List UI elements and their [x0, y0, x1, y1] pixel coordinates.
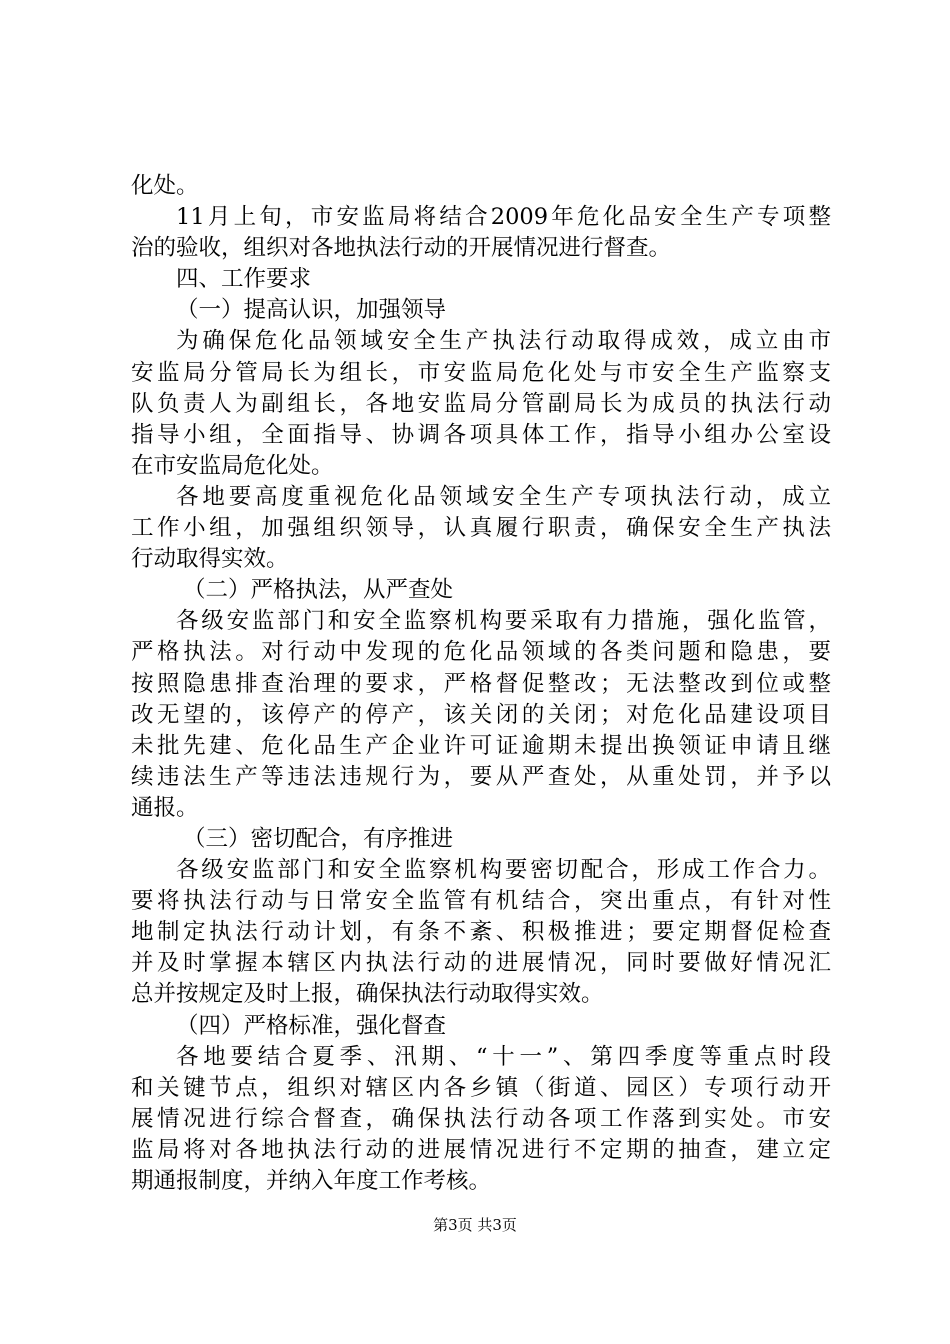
- text-line: （四）严格标准，强化督查: [176, 1012, 447, 1039]
- text-line: 四、工作要求: [176, 266, 312, 293]
- text-line: 工作小组，加强组织领导，认真履行职责，确保安全生产执法: [131, 515, 831, 542]
- text-line: （一）提高认识，加强领导: [176, 297, 447, 324]
- text-line: 续违法生产等违法违规行为，要从严查处，从重处罚，并予以: [131, 763, 831, 790]
- text-line: 和关键节点，组织对辖区内各乡镇（街道、园区）专项行动开: [131, 1074, 831, 1101]
- text-line: 改无望的，该停产的停产，该关闭的关闭；对危化品建设项目: [131, 701, 831, 728]
- text-line: 11月上旬，市安监局将结合2009年危化品安全生产专项整: [176, 204, 831, 231]
- text-line: 安监局分管局长为组长，市安监局危化处与市安全生产监察支: [131, 359, 831, 386]
- text-line: 按照隐患排查治理的要求，严格督促整改；无法整改到位或整: [131, 670, 831, 697]
- text-line: 期通报制度，并纳入年度工作考核。: [131, 1168, 492, 1194]
- text-line: 通报。: [131, 794, 199, 821]
- text-line: 并及时掌握本辖区内执法行动的进展情况，同时要做好情况汇: [131, 950, 831, 977]
- text-line: 治的验收，组织对各地执法行动的开展情况进行督查。: [131, 235, 672, 262]
- text-line: 各级安监部门和安全监察机构要采取有力措施，强化监管，: [176, 608, 831, 635]
- text-line: 要将执法行动与日常安全监管有机结合，突出重点，有针对性: [131, 888, 831, 915]
- text-line: 在市安监局危化处。: [131, 452, 334, 479]
- text-line: 行动取得实效。: [131, 546, 289, 573]
- text-line: （二）严格执法，从严查处: [183, 577, 454, 604]
- text-line: 各地要结合夏季、汛期、“十一”、第四季度等重点时段: [176, 1043, 831, 1070]
- text-line: 严格执法。对行动中发现的危化品领域的各类问题和隐患，要: [131, 639, 831, 666]
- text-line: 总并按规定及时上报，确保执法行动取得实效。: [131, 981, 604, 1008]
- text-line: 指导小组，全面指导、协调各项具体工作，指导小组办公室设: [131, 421, 831, 448]
- page-footer: 第3页 共3页: [433, 1216, 517, 1234]
- text-line: 化处。: [131, 173, 199, 199]
- text-line: 为确保危化品领域安全生产执法行动取得成效，成立由市: [176, 328, 831, 355]
- text-line: 未批先建、危化品生产企业许可证逾期未提出换领证申请且继: [131, 732, 831, 759]
- text-line: 监局将对各地执法行动的进展情况进行不定期的抽查，建立定: [131, 1136, 831, 1163]
- text-line: （三）密切配合，有序推进: [183, 825, 454, 852]
- text-line: 队负责人为副组长，各地安监局分管副局长为成员的执法行动: [131, 390, 831, 417]
- document-body: [131, 171, 831, 1197]
- text-line: 各地要高度重视危化品领域安全生产专项执法行动，成立: [176, 483, 831, 510]
- text-line: 各级安监部门和安全监察机构要密切配合，形成工作合力。: [176, 857, 831, 884]
- text-line: 地制定执法行动计划，有条不紊、积极推进；要定期督促检查: [131, 919, 831, 946]
- text-line: 展情况进行综合督查，确保执法行动各项工作落到实处。市安: [131, 1105, 831, 1132]
